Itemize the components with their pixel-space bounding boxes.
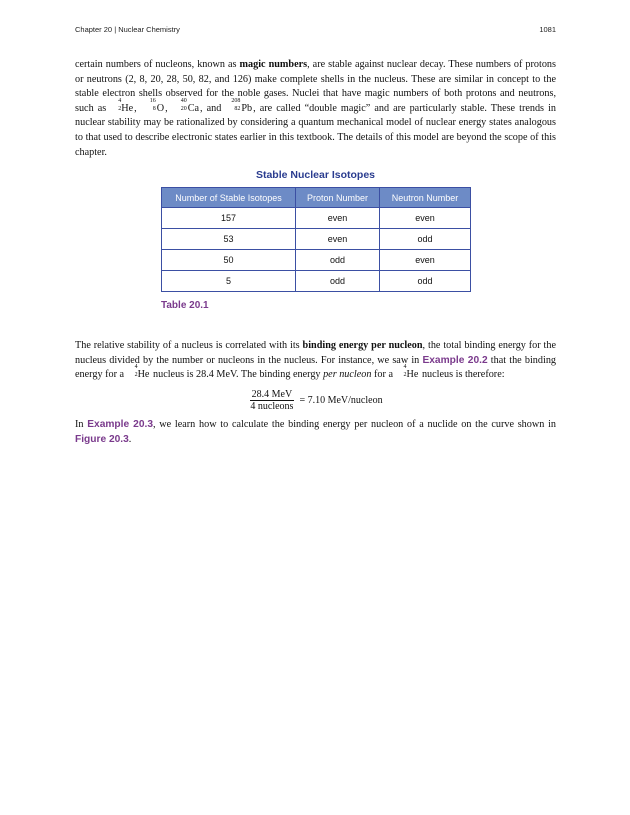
text-run: , are called “double magic” and are particularly stable. These trends in nuclear stability may be rationalized by considering a quantum mechanical model of nuclear energy states analogous to that used to describe electronic states earlier in this textbook. The details of this model are beyond the scope of this chapter. [75,102,556,158]
table-label: Table 20.1 [161,300,209,312]
atomic-number: 2 [403,372,407,379]
text-run: , and [200,102,226,114]
paragraph-binding-energy [75,339,556,383]
example-20-2-link[interactable]: Example 20.2 [422,354,488,366]
element-symbol: Ca [187,102,200,114]
table-title: Stable Nuclear Isotopes [255,169,376,182]
table-header-row [162,188,471,208]
nuclide-helium-4 [398,364,419,383]
cell-neutron: odd [380,271,471,292]
element-symbol: Pb [241,102,253,114]
header-stable-isotopes: Number of Stable Isotopes [162,188,296,208]
paragraph-example-reference [75,418,556,447]
binding-energy-equation [75,389,556,412]
element-symbol: He [406,369,419,381]
text-run: certain numbers of nucleons, known as [75,59,240,70]
nuclide-oxygen-16 [143,97,165,117]
header-neutron-number: Neutron Number [380,188,471,208]
denominator: 4 nucleons [250,400,294,412]
cell-isotopes: 157 [162,208,296,229]
page-content [75,58,556,447]
table-row [162,229,471,250]
text-run: nucleus is therefore: [419,369,505,381]
element-symbol: O [156,102,165,114]
text-run: , [134,102,141,114]
text-run: , we learn how to calculate the binding energy per nucleon of a nuclide on the curve shown in [153,418,556,430]
term-binding-energy-per-nucleon: binding energy per nucleon [302,340,423,352]
element-symbol: He [121,102,134,114]
text-run: In [75,418,88,430]
table-row [162,271,471,292]
element-symbol: He [137,369,150,381]
cell-neutron: even [380,250,471,271]
figure-20-3-link[interactable]: Figure 20.3 [75,433,129,445]
text-run: that the binding energy for a [75,354,557,381]
equation-result: = 7.10 MeV/nucleon [299,394,383,406]
fraction [248,389,295,412]
cell-isotopes: 53 [162,229,296,250]
atomic-number: 2 [134,372,138,379]
nuclide-calcium-40 [174,97,200,117]
example-20-3-link[interactable]: Example 20.3 [87,418,153,430]
nuclide-helium-4 [129,364,150,383]
cell-isotopes: 50 [162,250,296,271]
table-row [162,208,471,229]
table-row [162,250,471,271]
cell-isotopes: 5 [162,271,296,292]
cell-proton: odd [296,271,380,292]
cell-proton: odd [296,250,380,271]
atomic-number: 20 [180,105,187,112]
mass-number: 4 [134,364,138,371]
running-header [75,25,556,34]
nuclide-helium-4 [112,97,134,117]
text-run: for a [371,369,396,381]
mass-number: 40 [180,97,187,104]
atomic-number: 82 [234,105,241,112]
cell-neutron: even [380,208,471,229]
cell-proton: even [296,208,380,229]
text-run: nucleus is 28.4 MeV. The binding energy [150,369,324,381]
cell-neutron: odd [380,229,471,250]
nuclide-lead-208 [227,97,253,117]
atomic-number: 2 [118,105,122,112]
stable-isotopes-table [161,187,471,292]
header-proton-number: Proton Number [296,188,380,208]
term-magic-numbers: magic numbers [239,59,308,70]
chapter-title: Chapter 20 | Nuclear Chemistry [75,25,180,34]
mass-number: 208 [231,97,241,104]
text-run: , [165,102,172,114]
atomic-number: 8 [152,105,156,112]
text-run: The relative stability of a nucleus is correlated with its [75,340,303,352]
text-run: . [128,433,132,445]
mass-number: 4 [403,364,407,371]
mass-number: 4 [118,97,122,104]
paragraph-magic-numbers [75,58,556,160]
numerator: 28.4 MeV [251,388,293,400]
text-run: , the total binding energy for the nucleus divided by the number or nucleons in the nucleus. For instance, we saw in [75,340,556,366]
page-number: 1081 [539,25,556,34]
mass-number: 16 [149,97,156,104]
text-run: , are stable against nuclear decay. These numbers of protons or neutrons (2, 8, 20, 28, 50, 82, and 126) make complete shells in the nucleus. These are similar in concept to the stable electron shells observed for the noble gases. Nuclei that have magic numbers of both protons and neutrons, such as [75,59,556,114]
cell-proton: even [296,229,380,250]
emphasis-per-nucleon: per nucleon [323,369,372,381]
